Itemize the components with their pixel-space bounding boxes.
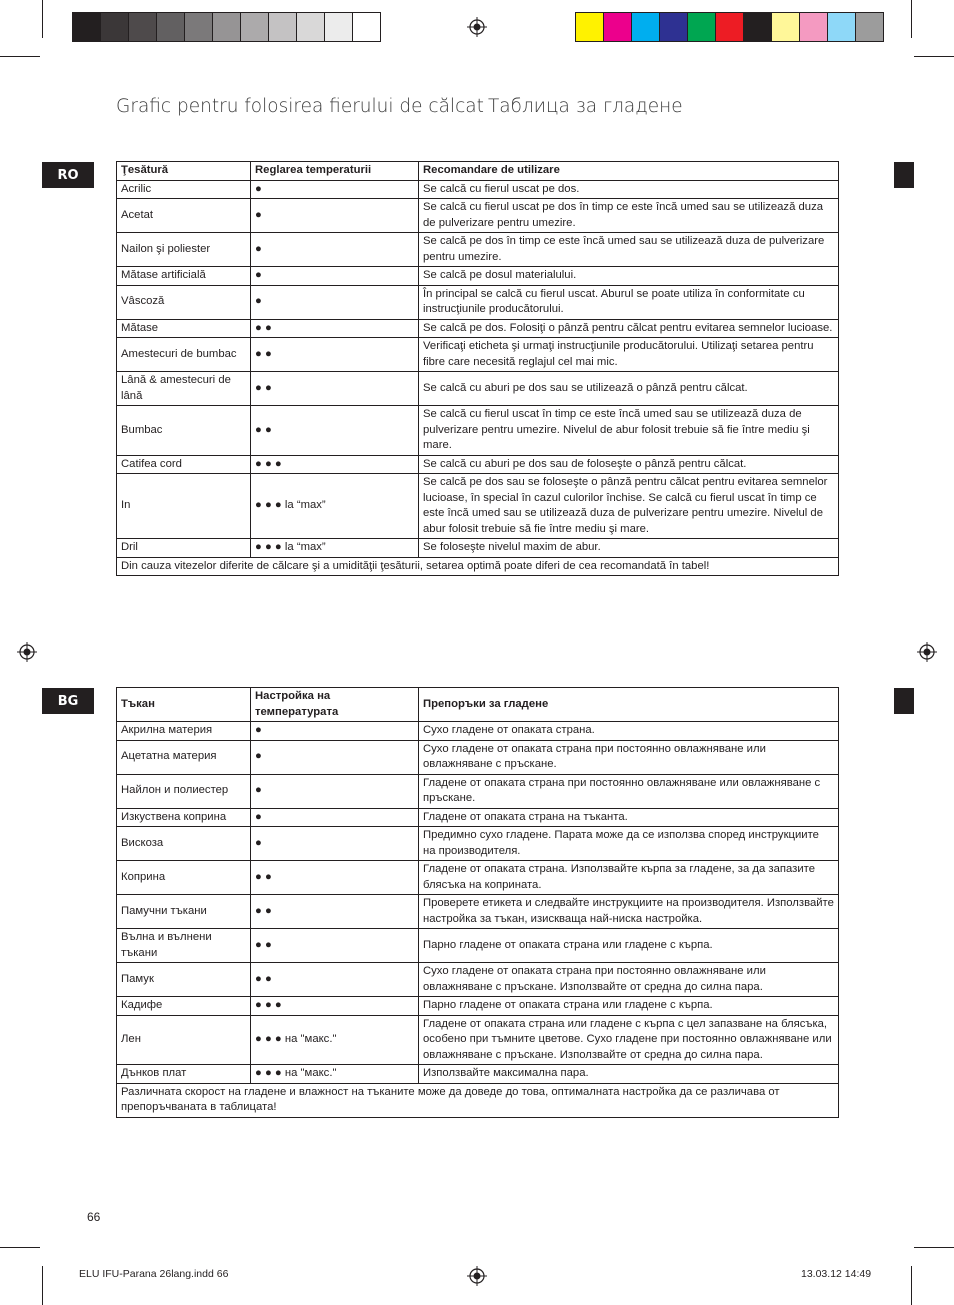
- recommendation-cell: Гладене от опаката страна на тъканта.: [419, 808, 839, 827]
- color-swatch: [604, 13, 632, 41]
- fabric-cell: Vâscoză: [117, 285, 251, 319]
- fabric-cell: Catifea cord: [117, 455, 251, 474]
- color-swatch: [744, 13, 772, 41]
- print-slug-date: 13.03.12 14:49: [801, 1268, 872, 1280]
- temperature-cell: ● ●: [251, 895, 419, 929]
- fabric-cell: Акрилна материя: [117, 722, 251, 741]
- color-swatch: [632, 13, 660, 41]
- fabric-cell: Acetat: [117, 199, 251, 233]
- fabric-cell: Вискоза: [117, 827, 251, 861]
- fabric-cell: Найлон и полиестер: [117, 774, 251, 808]
- crop-mark: [914, 56, 954, 57]
- color-swatch: [800, 13, 828, 41]
- ironing-table-ro: [116, 161, 839, 576]
- color-swatch: [660, 13, 688, 41]
- temperature-cell: ● ● ● на "макс.": [251, 1015, 419, 1065]
- table-row: [117, 406, 839, 456]
- recommendation-cell: Предимно сухо гладене. Парата може да се използва според инструкциите на производителя.: [419, 827, 839, 861]
- grey-color-bar: [72, 12, 381, 42]
- crop-mark: [911, 0, 912, 38]
- recommendation-cell: Se calcă pe dos sau se foloseşte o pânză pentru călcat pentru evitarea semnelor lucioase, în special în cazul culorilor închise. Se calcă cu fierul uscat în timp ce este încă umed sau se utilizează duza de pulverizare pentru umezire. Nivelul de abur folosit trebuie să fie între mediu şi mare.: [419, 474, 839, 539]
- recommendation-cell: Гладене от опаката страна. Използвайте кърпа за гладене, за да запазите блясъка на коприната.: [419, 861, 839, 895]
- column-header: Тъкан: [117, 688, 251, 722]
- recommendation-cell: Сухо гладене от опаката страна при постоянно овлажняване или овлажняване с пръскане.: [419, 740, 839, 774]
- color-swatch: [772, 13, 800, 41]
- temperature-cell: ●: [251, 285, 419, 319]
- color-swatch: [716, 13, 744, 41]
- table-row: [117, 1015, 839, 1065]
- table-row: [117, 372, 839, 406]
- recommendation-cell: Se calcă pe dos. Folosiţi o pânză pentru călcat pentru evitarea semnelor lucioase.: [419, 319, 839, 338]
- color-swatch: [241, 13, 269, 41]
- temperature-cell: ● ● ● la “max”: [251, 539, 419, 558]
- table-row: [117, 267, 839, 286]
- table-row: [117, 539, 839, 558]
- page-title-bg: Таблица за гладене: [488, 96, 683, 117]
- table-footnote: Различната скорост на гладене и влажност на тъканите може да доведе до това, оптималната настройка да се различава от препоръчваната в таблицата!: [117, 1083, 839, 1117]
- fabric-cell: Лен: [117, 1015, 251, 1065]
- table-row: [117, 827, 839, 861]
- color-swatch: [297, 13, 325, 41]
- process-color-bar: [575, 12, 884, 42]
- recommendation-cell: Гладене от опаката страна при постоянно овлажняване или овлажняване с пръскане.: [419, 774, 839, 808]
- side-tab-marker: [894, 162, 914, 188]
- table-row: [117, 808, 839, 827]
- table-row: [117, 338, 839, 372]
- color-swatch: [157, 13, 185, 41]
- color-swatch: [576, 13, 604, 41]
- color-swatch: [101, 13, 129, 41]
- table-row: [117, 285, 839, 319]
- temperature-cell: ● ● ● на "макс.": [251, 1065, 419, 1084]
- crop-mark: [42, 0, 43, 38]
- fabric-cell: Dril: [117, 539, 251, 558]
- recommendation-cell: Сухо гладене от опаката страна.: [419, 722, 839, 741]
- recommendation-cell: Verificaţi eticheta şi urmaţi instrucţiunile producătorului. Utilizaţi setarea pentru fibre care necesită reglajul cel mai mic.: [419, 338, 839, 372]
- recommendation-cell: În principal se calcă cu fierul uscat. Aburul se poate utiliza în conformitate cu instrucţiunile producătorului.: [419, 285, 839, 319]
- language-tag-ro: RO: [42, 162, 94, 188]
- table-row: [117, 1065, 839, 1084]
- table-row: [117, 474, 839, 539]
- fabric-cell: Памук: [117, 963, 251, 997]
- fabric-cell: Кадифе: [117, 997, 251, 1016]
- table-row: [117, 861, 839, 895]
- registration-mark-icon: [917, 642, 937, 662]
- fabric-cell: Lână & amestecuri de lână: [117, 372, 251, 406]
- color-swatch: [129, 13, 157, 41]
- color-swatch: [688, 13, 716, 41]
- table-row: [117, 233, 839, 267]
- crop-mark: [914, 1247, 954, 1248]
- column-header: Reglarea temperaturii: [251, 162, 419, 181]
- column-header: Recomandare de utilizare: [419, 162, 839, 181]
- fabric-cell: Изкуствена коприна: [117, 808, 251, 827]
- table-row: [117, 963, 839, 997]
- print-slug-file: ELU IFU-Parana 26lang.indd 66: [79, 1268, 229, 1280]
- color-swatch: [828, 13, 856, 41]
- column-header: Ţesătură: [117, 162, 251, 181]
- crop-mark: [42, 1266, 43, 1305]
- temperature-cell: ● ●: [251, 372, 419, 406]
- table-row: [117, 740, 839, 774]
- temperature-cell: ●: [251, 740, 419, 774]
- recommendation-cell: Se calcă cu aburi pe dos sau se utilizează o pânză pentru călcat.: [419, 372, 839, 406]
- fabric-cell: In: [117, 474, 251, 539]
- recommendation-cell: Se calcă pe dosul materialului.: [419, 267, 839, 286]
- recommendation-cell: Парно гладене от опаката страна или гладене с кърпа.: [419, 929, 839, 963]
- fabric-cell: Amestecuri de bumbac: [117, 338, 251, 372]
- recommendation-cell: Se calcă cu aburi pe dos sau de foloseşte o pânză pentru călcat.: [419, 455, 839, 474]
- fabric-cell: Дънков плат: [117, 1065, 251, 1084]
- crop-mark: [0, 1247, 40, 1248]
- crop-mark: [911, 1266, 912, 1305]
- fabric-cell: Bumbac: [117, 406, 251, 456]
- recommendation-cell: Se calcă cu fierul uscat pe dos.: [419, 180, 839, 199]
- table-row: [117, 199, 839, 233]
- table-row: [117, 929, 839, 963]
- temperature-cell: ● ●: [251, 963, 419, 997]
- table-row: [117, 774, 839, 808]
- language-tag-bg: BG: [42, 688, 94, 714]
- recommendation-cell: Se calcă pe dos în timp ce este încă umed sau se utilizează duza de pulverizare pentru umezire.: [419, 233, 839, 267]
- recommendation-cell: Използвайте максимална пара.: [419, 1065, 839, 1084]
- crop-mark: [0, 56, 40, 57]
- color-swatch: [213, 13, 241, 41]
- temperature-cell: ● ● ● la “max”: [251, 474, 419, 539]
- recommendation-cell: Сухо гладене от опаката страна при постоянно овлажняване или овлажняване с пръскане. Използвайте от средна до силна пара.: [419, 963, 839, 997]
- temperature-cell: ●: [251, 199, 419, 233]
- temperature-cell: ●: [251, 808, 419, 827]
- fabric-cell: Nailon şi poliester: [117, 233, 251, 267]
- fabric-cell: Mătase artificială: [117, 267, 251, 286]
- side-tab-marker: [894, 688, 914, 714]
- registration-mark-icon: [17, 642, 37, 662]
- temperature-cell: ●: [251, 774, 419, 808]
- recommendation-cell: Se calcă cu fierul uscat pe dos în timp ce este încă umed sau se utilizează duza de pulverizare pentru umezire.: [419, 199, 839, 233]
- page-title-ro: Grafic pentru folosirea fierului de călcat: [116, 96, 484, 117]
- temperature-cell: ●: [251, 722, 419, 741]
- registration-mark-icon: [467, 17, 487, 37]
- temperature-cell: ● ●: [251, 406, 419, 456]
- temperature-cell: ● ●: [251, 929, 419, 963]
- page-number: 66: [87, 1210, 101, 1224]
- fabric-cell: Коприна: [117, 861, 251, 895]
- table-row: [117, 180, 839, 199]
- color-swatch: [185, 13, 213, 41]
- fabric-cell: Вълна и вълнени тъкани: [117, 929, 251, 963]
- recommendation-cell: Проверете етикета и следвайте инструкциите на производителя. Използвайте настройка за тъкан, изискваща най-ниска настройка.: [419, 895, 839, 929]
- recommendation-cell: Гладене от опаката страна или гладене с кърпа с цел запазване на блясъка, особено при тъмните цветове. Сухо гладене при постоянно овлажняване или овлажняване с пръскане. Използвайте от средна до силна пара.: [419, 1015, 839, 1065]
- color-swatch: [269, 13, 297, 41]
- table-row: [117, 997, 839, 1016]
- table-row: [117, 455, 839, 474]
- ironing-table-bg: [116, 687, 839, 1118]
- table-row: [117, 895, 839, 929]
- registration-mark-icon: [467, 1266, 487, 1286]
- temperature-cell: ● ●: [251, 861, 419, 895]
- temperature-cell: ● ● ●: [251, 455, 419, 474]
- temperature-cell: ●: [251, 180, 419, 199]
- recommendation-cell: Se calcă cu fierul uscat în timp ce este încă umed sau se utilizează duza de pulverizare pentru umezire. Nivelul de abur folosit trebuie să fie între mediu şi mare.: [419, 406, 839, 456]
- fabric-cell: Mătase: [117, 319, 251, 338]
- column-header: Настройка на температурата: [251, 688, 419, 722]
- temperature-cell: ● ●: [251, 319, 419, 338]
- fabric-cell: Ацетатна материя: [117, 740, 251, 774]
- temperature-cell: ●: [251, 827, 419, 861]
- color-swatch: [73, 13, 101, 41]
- temperature-cell: ● ● ●: [251, 997, 419, 1016]
- recommendation-cell: Se foloseşte nivelul maxim de abur.: [419, 539, 839, 558]
- color-swatch: [353, 13, 380, 41]
- table-row: [117, 319, 839, 338]
- color-swatch: [856, 13, 883, 41]
- table-row: [117, 722, 839, 741]
- fabric-cell: Acrilic: [117, 180, 251, 199]
- color-swatch: [325, 13, 353, 41]
- temperature-cell: ●: [251, 233, 419, 267]
- temperature-cell: ●: [251, 267, 419, 286]
- column-header: Препоръки за гладене: [419, 688, 839, 722]
- temperature-cell: ● ●: [251, 338, 419, 372]
- fabric-cell: Памучни тъкани: [117, 895, 251, 929]
- table-footnote: Din cauza vitezelor diferite de călcare şi a umidităţii ţesăturii, setarea optimă poate diferi de cea recomandată în tabel!: [117, 557, 839, 576]
- recommendation-cell: Парно гладене от опаката страна или гладене с кърпа.: [419, 997, 839, 1016]
